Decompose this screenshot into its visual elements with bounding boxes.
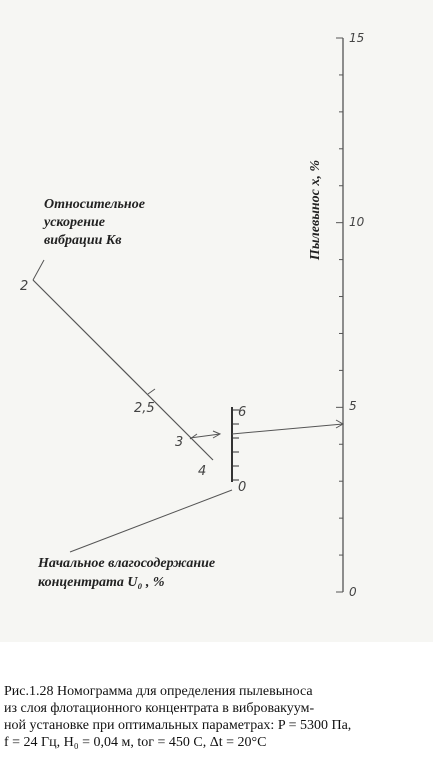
x-tick-0: 0 xyxy=(349,585,357,599)
caption-line: f = 24 Гц, H₀ = 0,04 м, tог = 450 С, Δt = 20°С xyxy=(4,735,267,750)
figure-caption xyxy=(4,683,430,751)
u0-tick-0: 0 xyxy=(238,480,247,495)
kb-tick-2-5: 2,5 xyxy=(134,401,155,416)
x-tick-5: 5 xyxy=(349,399,357,413)
u0-label-leader xyxy=(70,490,232,552)
x-scale-label: Пылевынос x, % xyxy=(308,159,323,261)
caption-line: из слоя флотационного концентрата в вибровакуум- xyxy=(4,701,315,716)
kb-label-leader xyxy=(33,260,44,280)
kb-tick-2: 2 xyxy=(20,279,29,294)
u0-tick-6: 6 xyxy=(238,405,247,420)
caption-line: Рис.1.28 Номограмма для определения пылевыноса xyxy=(4,684,313,699)
u0-scale-label: Начальное влагосодержание концентрата U₀ , % xyxy=(38,556,216,590)
x-tick-10: 10 xyxy=(349,215,365,229)
u0-scale-ticks xyxy=(232,410,239,480)
caption-line: ной установке при оптимальных параметрах: P = 5300 Па, xyxy=(4,718,352,733)
kb-tick-3: 3 xyxy=(175,435,184,450)
u0-to-x-line xyxy=(232,424,343,434)
kb-tick-4: 4 xyxy=(198,464,207,479)
x-scale-ticks xyxy=(336,38,343,592)
x-tick-15: 15 xyxy=(349,31,365,45)
kb-scale-line xyxy=(33,280,213,460)
kb-tick-mark xyxy=(148,389,155,394)
kb-scale-label: Относительное ускорение вибрации Kв xyxy=(44,197,145,248)
